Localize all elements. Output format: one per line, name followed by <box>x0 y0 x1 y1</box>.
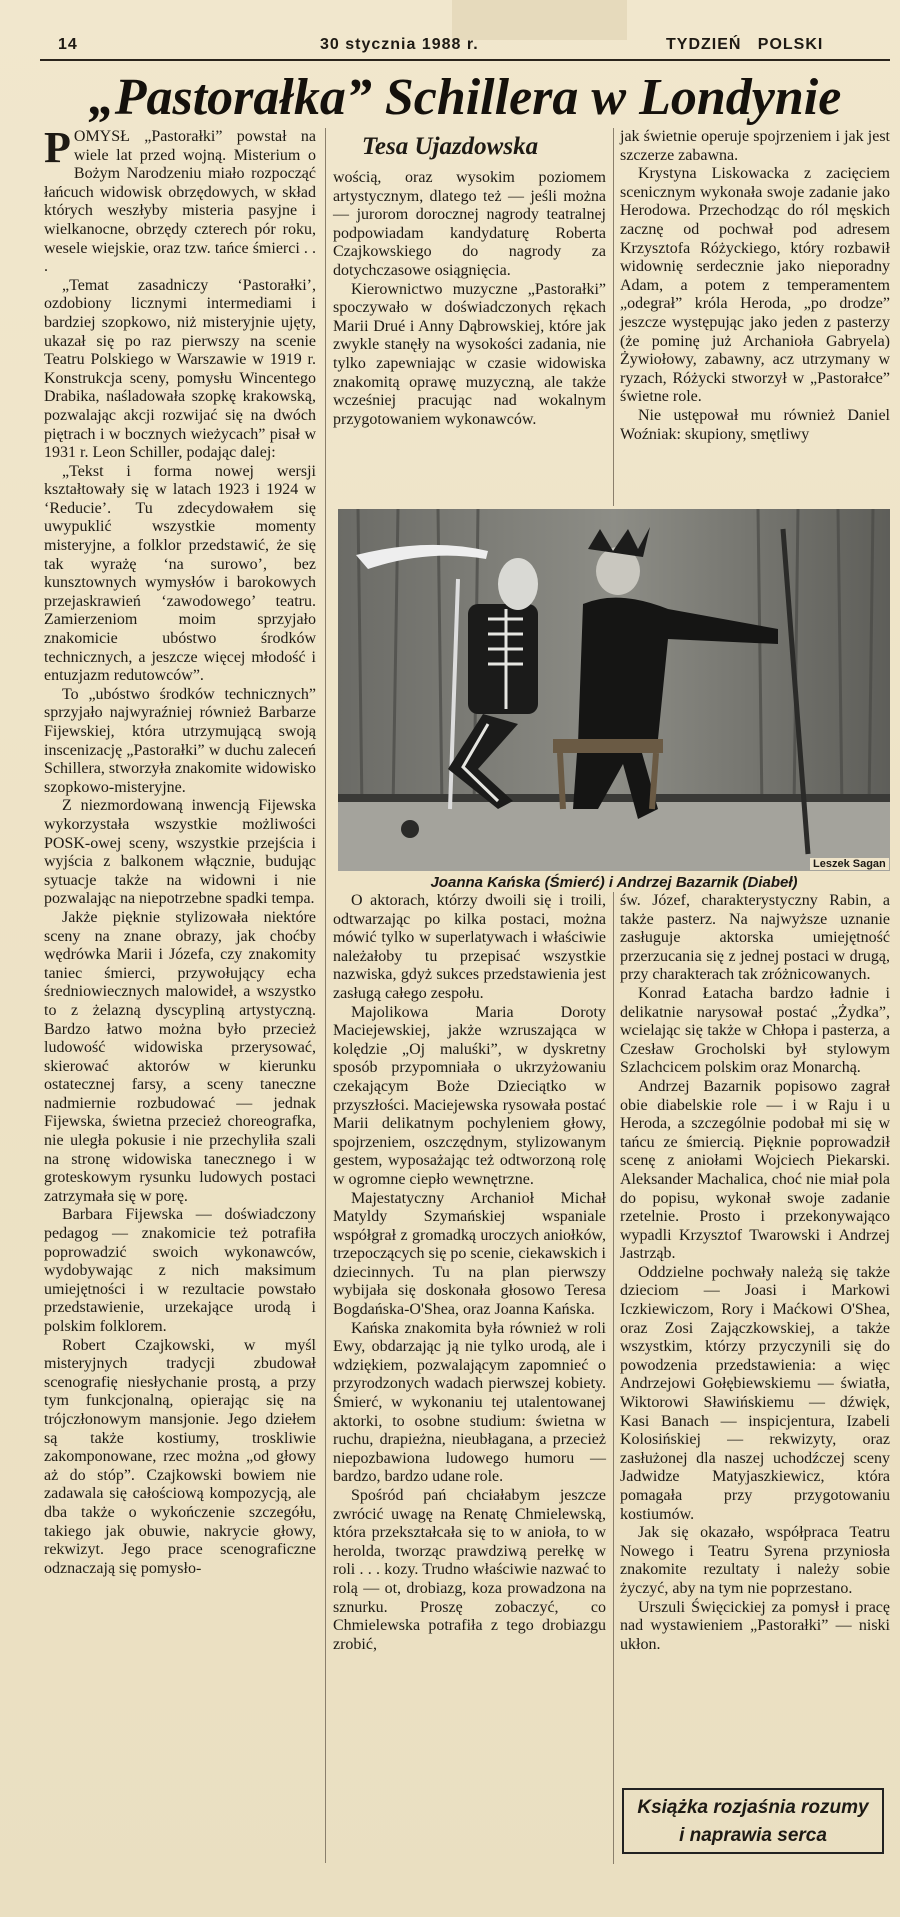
article-byline: Tesa Ujazdowska <box>361 133 539 160</box>
stage-photograph <box>338 509 890 871</box>
text-column-5 <box>620 892 890 1654</box>
paragraph: św. Józef, charakterystyczny Rabin, a także pasterz. Na najwyższe uznanie zasługuje aktorska umiejętność przerzucania się z jednej postaci w drugą, przy charakterach tak zróżnicowanych. <box>620 892 890 984</box>
page-number: 14 <box>58 36 78 53</box>
page-header <box>58 36 858 58</box>
photo-caption: Joanna Kańska (Śmierć) i Andrzej Bazarnik (Diabeł) <box>430 874 798 891</box>
paragraph: Kierownictwo muzyczne „Pastorałki” spoczywało w doświadczonych rękach Marii Drué i Anny Dąbrowskiej, które jak zwykle stanęły na wysokości zadania, nie tylko zapewniając w czasie widowiska znakomitą oprawę muzyczną, ale także wcześniej pracując nad wokalnym przygotowaniem wykonawców. <box>333 280 606 428</box>
paragraph: Z niezmordowaną inwencją Fijewska wykorzystała wszystkie możliwości POSK-owej sceny, wszystkie przejścia i wyjścia z balkonem włącznie, budując sytuacje także na widowni i nie pozwalając na niepotrzebne spadki tempa. <box>44 797 316 908</box>
column-divider <box>613 892 614 1864</box>
paragraph: Barbara Fijewska — doświadczony pedagog — znakomicie też potrafiła poprowadzić swoich wykonawców, wydobywając z nich maksimum umiejętności i w rezultacie powstało przedstawienie, urzekające urodą i polskim folklorem. <box>44 1206 316 1335</box>
text-column-3 <box>620 128 890 444</box>
slogan-line-2: i naprawia serca <box>679 1825 827 1846</box>
column-divider <box>613 128 614 506</box>
paragraph: O aktorach, którzy dwoili się i troili, odtwarzając po kilka postaci, można mówić tylko w superlatywach i właściwie należałoby tu przepisać wszystkie nazwiska, gdyż sukces przedstawienia jest zasługą całego zespołu. <box>333 892 606 1002</box>
column-divider <box>325 128 326 1863</box>
text-column-2 <box>333 169 606 429</box>
paragraph: Jakże pięknie stylizowała niektóre sceny na znane obrazy, jak choćby wędrówka Marii i Józefa, czy znakomity taniec śmierci, przywołujący echa średniowiecznych malowideł, a wszystko to z żelazną dyscypliną artystyczną. Bardzo łatwo można było przecież ludowość widowiska przerysować, skierować aktorów w kierunku ostatecznej farsy, a sceny taneczne nadmiernie rozbudować — jednak Fijewska, świetna przecież choreografka, nie uległa pokusie i nie przechyliła szali na stronę widowiska tanecznego i w groteskowym rysunku ludowych postaci zatrzymała się w porę. <box>44 908 316 1205</box>
paragraph: wością, oraz wysokim poziomem artystycznym, dlatego też — jeśli można — jurorom dorocznej nagrody teatralnej podpowiadam kandydaturę Roberta Czajkowskiego do nagrody za dotychczasowe osiągnięcia. <box>333 169 606 279</box>
paragraph: „Tekst i forma nowej wersji kształtowały się w latach 1923 i 1924 w ‘Reducie’. Tu zdecydowałem się uwypuklić wszystkie momenty misteryjne, a folklor przedstawić, że się tak wyrażę ‘na surowo’, bez kunsztownych wymysłów i barokowych przejaskrawień ‘zawodowego’ teatru. Zamierzeniom moim sprzyjało znakomicie ubóstwo środków technicznych, a jeszcze więcej młodość i entuzjazm redutowców”. <box>44 462 316 685</box>
paragraph: jak świetnie operuje spojrzeniem i jak jest szczerze zabawna. <box>620 128 890 164</box>
article-headline: „Pastorałka” Schillera w Londynie <box>88 69 842 126</box>
text-column-4 <box>333 892 606 1654</box>
paragraph: Konrad Łatacha bardzo ładnie i delikatnie narysował postać „Żydka”, wcielając się także w Chłopa i pasterza, a Czesław Grocholski był stylowym Szlachcicem polskim oraz Monarchą. <box>620 984 890 1077</box>
text-column-1 <box>44 123 316 1578</box>
photo-credit: Leszek Sagan <box>810 858 889 870</box>
paragraph: Krystyna Liskowacka z zacięciem scenicznym wykonała swoje zadanie jako Herodowa. Przechodząc do ról męskich zacznę od pochwał pod adresem Krzysztofa Różyckiego, który rozbawił widownię serdecznie jako nieporadny Adam, a potem z temperamentem „odegrał” króla Heroda, „po drodze” jeszcze występując jako jeden z pasterzy (że pominę już Archanioła Gabryela) Żywiołowy, zabawny, acz utrzymany w ryzach, Różycki stworzył w „Pastorałce” świetne role. <box>620 165 890 406</box>
slogan-line-1: Książka rozjaśnia rozumy <box>637 1797 869 1818</box>
paper-stain <box>452 0 627 40</box>
slogan-box <box>622 1788 884 1854</box>
paragraph: Kańska znakomita była również w roli Ewy, obdarzając ją nie tylko urodą, ale i wdziękiem, pozwalającym zapomnieć o przyrodzonych wadach pierwszej kobiety. Śmierć, w wykonaniu tej utalentowanej aktorki, to osobne studium: świetna w ruchu, drapieżna, nieubłagana, a przecież niepozbawiona ludowego humoru — bardzo, bardzo udane role. <box>333 1319 606 1486</box>
header-rule <box>40 59 890 61</box>
paragraph: Oddzielne pochwały należą się także dzieciom — Joasi i Markowi Iczkiewiczom, Rory i Maćkowi O'Shea, oraz Zosi Zajączkowskiej, a także wszystkim, którzy przyczynili się do powodzenia przedstawienia: a więc Andrzejowi Gołębiewskiemu — światła, Wiktorowi Sławińskiemu — dźwięk, Kasi Banach — inspicjentura, Izabeli Kolosińskiej — rekwizyty, oraz zasłużonej dla naszej uchodźczej sceny Jadwidze Matyjaszkiewicz, która pomagała przy przygotowaniu kostiumów. <box>620 1263 890 1523</box>
paragraph: Robert Czajkowski, w myśl misteryjnych tradycji zbudował scenografię niesłychanie prostą, a przy tym funkcjonalną, opierając się na trójczłonowym mansjonie. Jego dziełem są także kostiumy, troskliwie zakomponowane, rzec można „od głowy aż do stóp”. Czajkowski bowiem nie zadawala się całościową kompozycją, ale dba także o wykończenie szczegółu, takiego jak obuwie, nakrycie głowy, rekwizyt. Jego prace scenograficzne odznaczają się pomysło- <box>44 1336 316 1577</box>
paragraph: „Temat zasadniczy ‘Pastorałki’, ozdobiony licznymi intermediami i bardziej szopkowo, niż misteryjnie ujęty, ukazał się po raz pierwszy na scenie Teatru Polskiego w Warszawie w 1919 r. Konstrukcja sceny, pomysłu Wincentego Drabika, naśladowała szopkę krakowską, pozwalając akcji rozwijać się na dwóch piętrach i w bocznych wieżycach” pisał w 1931 r. Leon Schiller, podając dalej: <box>44 276 316 462</box>
paragraph: Urszuli Święcickiej za pomysł i pracę nad wystawieniem „Pastorałki” — niski ukłon. <box>620 1598 890 1653</box>
paragraph: To „ubóstwo środków technicznych” sprzyjało najwyraźniej również Barbarze Fijewskiej, która utrzymującą swoją inscenizację „Pastorałki” w duchu zaleceń Schillera, stworzyła znakomite widowisko szopkowo-misteryjne. <box>44 685 316 796</box>
paragraph: Spośród pań chciałabym jeszcze zwrócić uwagę na Renatę Chmielewską, która przekształcała się to w anioła, to w herolda, tworząc prawdziwą perełkę w roli . . . kozy. Trudno właściwie nazwać to rolą — ot, drobiazg, koza prowadzona na sznurku. Proszę zobaczyć, co Chmielewska potrafiła z tego drobiazgu zrobić, <box>333 1487 606 1653</box>
paragraph: Andrzej Bazarnik popisowo zagrał obie diabelskie role — i w Raju i u Heroda, a szczególnie podobał mi się w tańcu ze śmiercią. Pięknie poprowadził scenę z aniołami Wojciech Piekarski. Aleksander Machalica, choć nie miał pola do popisu, wykonał swoje zadanie rzetelnie. Prosto i przekonywająco wypadli Krzysztof Twarowski i Andrzej Jastrząb. <box>620 1077 890 1263</box>
paragraph: Majestatyczny Archanioł Michał Matyldy Szymańskiej wspaniale współgrał z gromadką uroczych aniołków, trzepoczących się po scenie, ciekawskich i dziecinnych. Tu na plan pierwszy wybijała się doskonała głosowo Teresa Bogdańska-O'Shea, oraz Joanna Kańska. <box>333 1189 606 1319</box>
lead-paragraph: OMYSŁ „Pastorałki” powstał na wiele lat przed wojną. Misterium o Bożym Narodzeniu miało rozpocząć łańcuch widowisk obrzędowych, w skład których weszłyby misteria pasyjne i wielkanocne, obrzędy czterech pór roku, wesele wiejskie, oraz tzw. tańce śmierci . . . <box>44 128 316 276</box>
paragraph: Majolikowa Maria Doroty Maciejewskiej, jakże wzruszająca w kolędzie „Oj maluśki”, w dyskretny sposób przypomniała o ukrzyżowaniu czekającym Boże Dzieciątko w przyszłości. Maciejewska rysowała postać Marii delikatnym pochyleniem głowy, spojrzeniem, oszczędnym, stylizowanym gestem, wyposażając też odtworzoną rolę w ogromne ciepło wewnętrzne. <box>333 1003 606 1188</box>
drop-cap: P <box>44 123 71 172</box>
photo-illustration <box>338 509 890 871</box>
paragraph: Nie ustępował mu również Daniel Woźniak: skupiony, smętliwy <box>620 406 890 443</box>
publication-name: TYDZIEŃ POLSKI <box>666 36 824 53</box>
paragraph: Jak się okazało, współpraca Teatru Nowego i Teatru Syrena przyniosła znakomite rezultaty i należy sobie życzyć, aby na tym nie poprzestano. <box>620 1524 890 1597</box>
issue-date: 30 stycznia 1988 r. <box>320 36 479 53</box>
